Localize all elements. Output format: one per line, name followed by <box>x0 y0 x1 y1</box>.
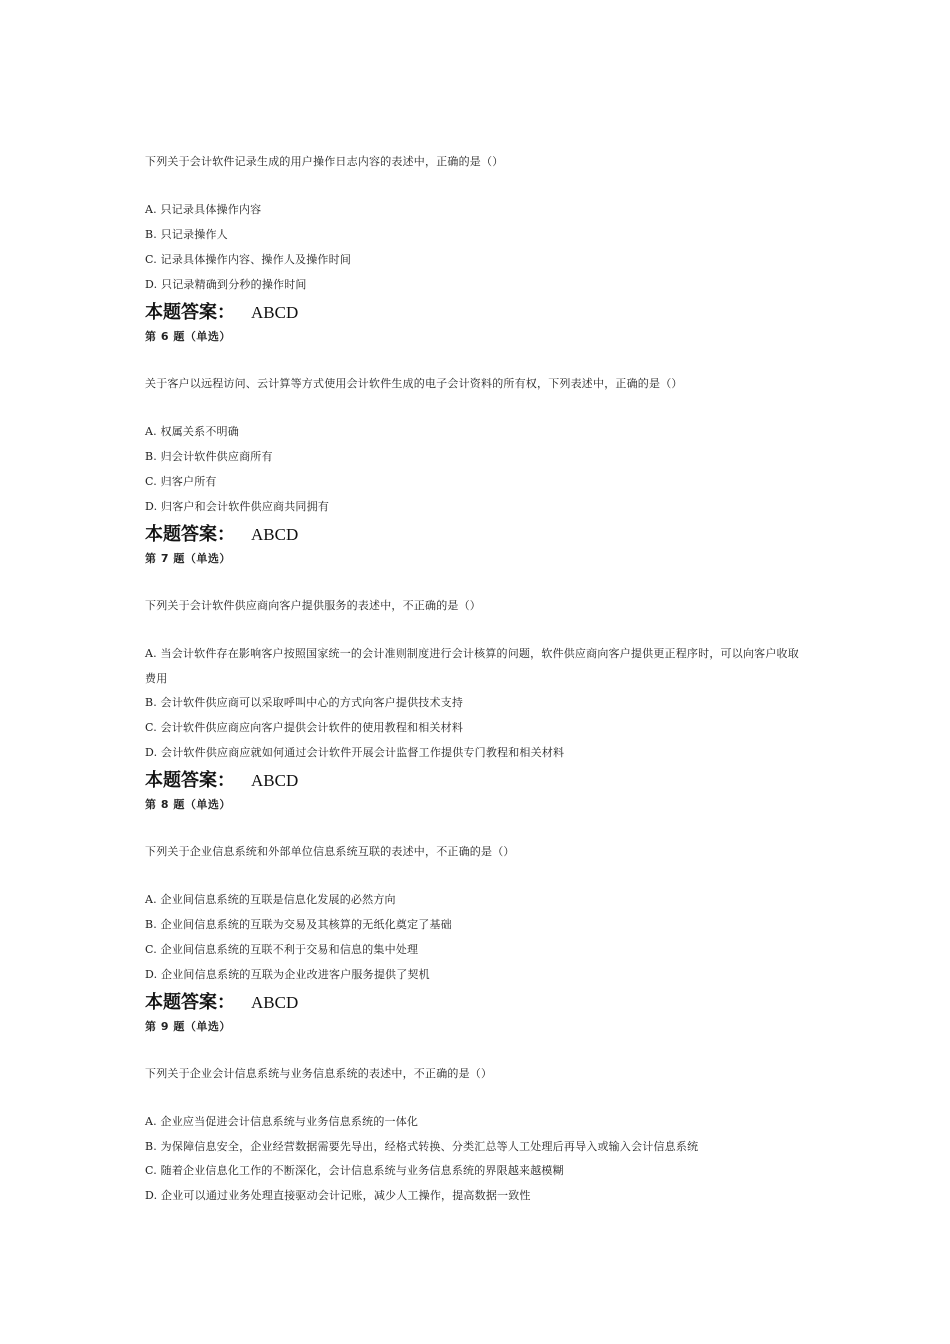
answer-label: 本题答案： <box>145 992 235 1013</box>
question-7-option-a: A. 当会计软件存在影响客户按照国家统一的会计准则制度进行会计核算的问题，软件供应商向客户提供更正程序时，可以向客户收取费用 <box>145 647 799 685</box>
question-9-stem: 下列关于企业会计信息系统与业务信息系统的表述中，不正确的是（） <box>145 1067 493 1080</box>
answer-value: ABCD <box>251 771 299 790</box>
question-5-option-b: B. 只记录操作人 <box>145 228 228 241</box>
question-9-option-a: A. 企业应当促进会计信息系统与业务信息系统的一体化 <box>145 1115 419 1128</box>
answer-value: ABCD <box>251 303 299 322</box>
question-5-option-c: C. 记录具体操作内容、操作人及操作时间 <box>145 253 352 266</box>
question-7-answer <box>145 766 298 792</box>
answer-label: 本题答案： <box>145 302 235 323</box>
question-8-option-a: A. 企业间信息系统的互联是信息化发展的必然方向 <box>145 893 396 906</box>
question-5-option-a: A. 只记录具体操作内容 <box>145 203 262 216</box>
answer-label: 本题答案： <box>145 770 235 791</box>
question-6-number: 第 6 题（单选） <box>145 330 231 343</box>
question-9-number: 第 9 题（单选） <box>145 1020 231 1033</box>
question-6-option-d: D. 归客户和会计软件供应商共同拥有 <box>145 500 330 513</box>
question-8-stem: 下列关于企业信息系统和外部单位信息系统互联的表述中，不正确的是（） <box>145 845 515 858</box>
question-5-stem: 下列关于会计软件记录生成的用户操作日志内容的表述中，正确的是（） <box>145 155 504 168</box>
question-7-option-c: C. 会计软件供应商应向客户提供会计软件的使用教程和相关材料 <box>145 721 464 734</box>
question-6-stem: 关于客户以远程访问、云计算等方式使用会计软件生成的电子会计资料的所有权，下列表述中，正确的是（） <box>145 377 683 390</box>
question-6-answer <box>145 520 298 546</box>
answer-value: ABCD <box>251 993 299 1012</box>
question-5-option-d: D. 只记录精确到分秒的操作时间 <box>145 278 307 291</box>
question-7-option-d: D. 会计软件供应商应就如何通过会计软件开展会计监督工作提供专门教程和相关材料 <box>145 746 565 759</box>
question-9-option-d: D. 企业可以通过业务处理直接驱动会计记账，减少人工操作，提高数据一致性 <box>145 1189 531 1202</box>
answer-value: ABCD <box>251 525 299 544</box>
question-8-number: 第 8 题（单选） <box>145 798 231 811</box>
question-7-option-b: B. 会计软件供应商可以采取呼叫中心的方式向客户提供技术支持 <box>145 696 464 709</box>
answer-label: 本题答案： <box>145 524 235 545</box>
question-7-number: 第 7 题（单选） <box>145 552 231 565</box>
question-6-option-b: B. 归会计软件供应商所有 <box>145 450 273 463</box>
question-9-option-c: C. 随着企业信息化工作的不断深化，会计信息系统与业务信息系统的界限越来越模糊 <box>145 1164 564 1177</box>
question-7-stem: 下列关于会计软件供应商向客户提供服务的表述中，不正确的是（） <box>145 599 481 612</box>
question-8-option-c: C. 企业间信息系统的互联不利于交易和信息的集中处理 <box>145 943 419 956</box>
question-8-answer <box>145 988 298 1014</box>
question-5-answer <box>145 298 298 324</box>
question-6-option-c: C. 归客户所有 <box>145 475 217 488</box>
question-9-option-b: B. 为保障信息安全，企业经营数据需要先导出，经格式转换、分类汇总等人工处理后再导入或输入会计信息系统 <box>145 1140 699 1153</box>
question-6-option-a: A. 权属关系不明确 <box>145 425 239 438</box>
question-8-option-d: D. 企业间信息系统的互联为企业改进客户服务提供了契机 <box>145 968 430 981</box>
question-8-option-b: B. 企业间信息系统的互联为交易及其核算的无纸化奠定了基础 <box>145 918 452 931</box>
